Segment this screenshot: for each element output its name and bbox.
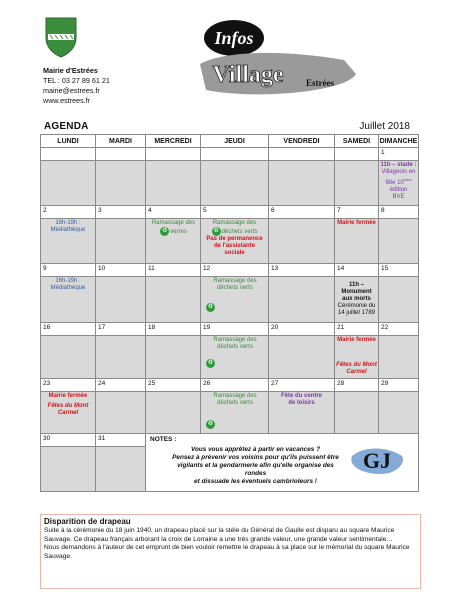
day-number-28: 28	[335, 379, 379, 392]
calendar-table	[40, 134, 419, 492]
event-line-text: verres	[170, 229, 187, 236]
svg-text:GJ: GJ	[362, 448, 392, 473]
day-number-23: 23	[41, 379, 96, 392]
coat-of-arms-icon	[44, 16, 78, 58]
day-number-5: 5	[201, 206, 269, 219]
event-villageois-en-fete	[379, 161, 419, 206]
day-number-14: 14	[335, 264, 379, 277]
day-number-7: 7	[335, 206, 379, 219]
recycle-leaf-icon: ♻	[161, 228, 168, 234]
day-cell	[96, 447, 146, 492]
day-cell	[379, 336, 419, 379]
day-header-mardi: MARDI	[96, 135, 146, 148]
event-line	[380, 176, 417, 187]
day-number-cell	[41, 148, 96, 161]
day-header-lundi: LUNDI	[41, 135, 96, 148]
day-cell	[146, 277, 201, 323]
notes-label: NOTES :	[150, 436, 177, 443]
day-number-19: 19	[201, 323, 269, 336]
event-line: Fêtes du Mont Carmel	[336, 362, 377, 375]
event-line: Médiathèque	[50, 227, 86, 233]
day-number-6: 6	[269, 206, 335, 219]
week1-number-row	[41, 148, 419, 161]
day-cell	[41, 161, 96, 206]
day-number-cell	[335, 148, 379, 161]
logo-infos: Infos	[214, 28, 254, 48]
agenda-month: Juillet 2018	[359, 121, 410, 132]
event-ramassage-dechets-verts	[201, 336, 269, 379]
day-number-10: 10	[96, 264, 146, 277]
day-number-4: 4	[146, 206, 201, 219]
event-line: 11h – stade :	[380, 162, 417, 168]
notes-text	[168, 446, 343, 486]
day-cell	[269, 336, 335, 379]
drapeau-paragraph-1: Suite à la cérémonie du 18 juin 1940, un drapeau placé sur la stèle du Général de Gaulle est disparu au square Maurice Sauvage. Ce drapeau français arborant la croix de Lorraine a une très grande valeur, une grande valeur sentimentale…	[44, 527, 395, 543]
drapeau-paragraph-2: Nous demandons à l'auteur de cet emprunt de bien vouloir remettre le drapeau à sa place sur le mémorial du square Maurice Sauvage.	[44, 544, 410, 560]
day-cell	[96, 277, 146, 323]
day-cell	[96, 219, 146, 264]
event-line: édition	[389, 187, 408, 193]
event-ramassage-verres	[146, 219, 201, 264]
event-line: 11h –	[348, 282, 364, 288]
event-line: aux morts	[342, 296, 371, 302]
day-cell	[146, 392, 201, 434]
event-line: Ramassage des	[213, 337, 257, 343]
day-header-dimanche: DIMANCHE	[379, 135, 419, 148]
mairie-website[interactable]: www.estrees.fr	[43, 96, 91, 105]
disparition-drapeau-box	[40, 514, 421, 589]
event-mediatheque	[41, 277, 96, 323]
event-line: Médiathèque	[50, 285, 86, 291]
notes-line: et dissuade les éventuels cambrioleurs !	[194, 478, 317, 485]
notes-line: vigilants et la gendarmerie afin qu'elle organise des rondes	[177, 462, 334, 477]
event-line: BVE	[392, 194, 405, 200]
day-cell	[269, 161, 335, 206]
recycle-leaf-icon: ♻	[207, 360, 214, 366]
event-line: déchets verts	[217, 400, 253, 406]
day-number-12: 12	[201, 264, 269, 277]
day-header-mercredi: MERCREDI	[146, 135, 201, 148]
event-line: Fêtes du Mont	[47, 403, 89, 409]
day-cell	[96, 161, 146, 206]
event-line: 14 juillet 1789	[337, 310, 376, 316]
day-number-3: 3	[96, 206, 146, 219]
gendarmerie-gj-icon	[346, 442, 408, 478]
drapeau-title: Disparition de drapeau	[44, 517, 131, 526]
event-line: Ramassage des	[151, 220, 196, 226]
day-header-samedi: SAMEDI	[335, 135, 379, 148]
recycle-leaf-icon: ♻	[207, 304, 214, 310]
week5-events-row	[41, 392, 419, 434]
day-number-29: 29	[379, 379, 419, 392]
day-number-30: 30	[41, 434, 96, 447]
event-fete-centre-loisirs	[269, 392, 335, 434]
day-cell	[269, 277, 335, 323]
day-cell	[379, 219, 419, 264]
event-line: Mairie fermée	[337, 220, 376, 226]
day-number-1: 1	[379, 148, 419, 161]
event-ramassage-dechets-verts	[201, 392, 269, 434]
event-line: Fête du centre	[280, 393, 322, 399]
day-cell	[335, 161, 379, 206]
day-cell	[96, 336, 146, 379]
day-number-cell	[201, 148, 269, 161]
event-line: déchets verts	[217, 344, 253, 350]
recycle-leaf-icon: ♻	[213, 228, 219, 234]
day-header-vendredi: VENDREDI	[269, 135, 335, 148]
week6-number-row	[41, 434, 419, 447]
day-number-24: 24	[96, 379, 146, 392]
notes-line: Pensez à prévenir vos voisins pour qu'ils puissent être	[172, 454, 339, 461]
day-number-22: 22	[379, 323, 419, 336]
day-number-cell	[146, 148, 201, 161]
mairie-email[interactable]: mairie@estrees.fr	[43, 86, 100, 95]
event-mairie-fermee-fetes	[335, 336, 379, 379]
event-line: Ramassage des	[212, 220, 257, 226]
day-number-20: 20	[269, 323, 335, 336]
event-line: Ramassage des	[213, 278, 257, 284]
event-line: Cérémonie du	[337, 303, 376, 309]
recycle-leaf-icon: ♻	[207, 421, 214, 427]
day-number-2: 2	[41, 206, 96, 219]
day-number-11: 11	[146, 264, 201, 277]
event-line: Mairie fermée	[48, 393, 88, 399]
day-cell	[269, 219, 335, 264]
event-line: 16h-19h :	[55, 278, 81, 284]
event-line: Mairie fermée	[337, 337, 376, 343]
day-cell	[201, 161, 269, 206]
event-mairie-fermee-fetes	[41, 392, 96, 434]
day-cell	[146, 161, 201, 206]
event-line: Pas de permanence	[206, 236, 263, 243]
week5-number-row	[41, 379, 419, 392]
day-number-17: 17	[96, 323, 146, 336]
event-mairie-fermee	[335, 219, 379, 264]
event-line: Ramassage des	[213, 393, 257, 399]
mairie-contact	[43, 66, 110, 106]
day-cell	[379, 392, 419, 434]
event-line: 16h-19h :	[55, 220, 81, 226]
event-line: de l'assistante	[213, 243, 256, 250]
day-number-18: 18	[146, 323, 201, 336]
day-number-26: 26	[201, 379, 269, 392]
event-line: déchets verts	[217, 285, 253, 291]
week4-number-row	[41, 323, 419, 336]
event-superscript: ème	[403, 177, 412, 182]
event-ceremonie-14-juillet	[335, 277, 379, 323]
logo-village: Village	[212, 62, 284, 88]
calendar-header-row	[41, 135, 419, 148]
day-number-16: 16	[41, 323, 96, 336]
day-number-15: 15	[379, 264, 419, 277]
notes-line: Vous vous apprêtez à partir en vacances ?	[190, 446, 321, 453]
event-line	[202, 227, 267, 236]
day-number-25: 25	[146, 379, 201, 392]
day-cell	[335, 392, 379, 434]
agenda-title: AGENDA	[44, 121, 89, 132]
event-line: de loisirs	[288, 400, 315, 406]
week1-events-row	[41, 161, 419, 206]
logo-town: Estrées	[306, 78, 334, 88]
day-cell	[146, 336, 201, 379]
day-cell	[41, 336, 96, 379]
day-cell	[379, 277, 419, 323]
event-line: Carmel	[57, 410, 79, 416]
event-line	[148, 227, 199, 236]
week3-number-row	[41, 264, 419, 277]
day-cell	[96, 392, 146, 434]
day-number-8: 8	[379, 206, 419, 219]
event-ramassage-dechets-verts	[201, 277, 269, 323]
week2-events-row	[41, 219, 419, 264]
mairie-tel: TEL : 03 27 89 61 21	[43, 76, 110, 85]
event-line-text: fête 10	[385, 180, 404, 186]
day-number-27: 27	[269, 379, 335, 392]
day-number-13: 13	[269, 264, 335, 277]
day-header-jeudi: JEUDI	[201, 135, 269, 148]
day-number-31: 31	[96, 434, 146, 447]
event-line: Monument	[341, 289, 372, 295]
day-number-21: 21	[335, 323, 379, 336]
week2-number-row	[41, 206, 419, 219]
event-line: sociale	[224, 250, 245, 257]
notes-box	[146, 434, 419, 492]
day-number-cell	[96, 148, 146, 161]
event-ramassage-dechets-verts	[201, 219, 269, 264]
week4-events-row	[41, 336, 419, 379]
infos-village-logo	[196, 16, 360, 106]
mairie-name: Mairie d'Estrées	[43, 66, 98, 75]
week3-events-row	[41, 277, 419, 323]
day-number-cell	[269, 148, 335, 161]
event-mediatheque	[41, 219, 96, 264]
event-line: Villageois en	[381, 169, 416, 175]
day-cell	[41, 447, 96, 492]
day-number-9: 9	[41, 264, 96, 277]
event-line-text: déchets verts	[221, 229, 258, 236]
